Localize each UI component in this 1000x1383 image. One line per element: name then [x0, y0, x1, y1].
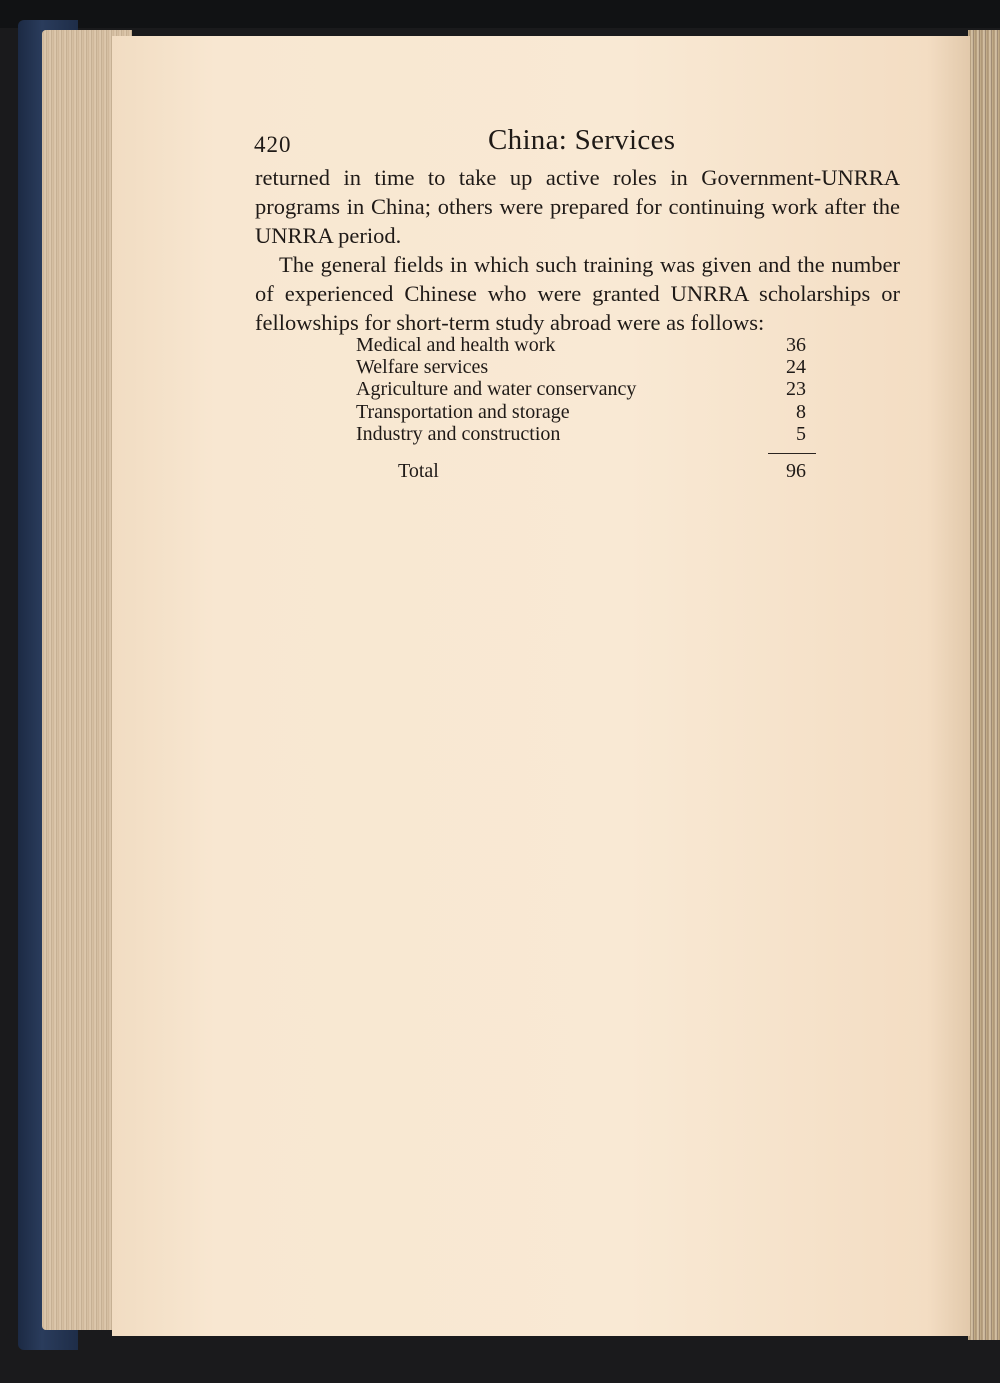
- table-row: [356, 401, 818, 423]
- field-label: Medical and health work: [356, 334, 556, 356]
- total-row: [356, 458, 818, 484]
- body-text: [255, 163, 900, 337]
- scan-background: [0, 0, 1000, 28]
- field-label: Agriculture and water conservancy: [356, 378, 637, 401]
- training-fields-table: [356, 334, 818, 482]
- table-row: [356, 378, 818, 400]
- total-label: Total: [398, 460, 439, 482]
- running-head: China: Services: [488, 124, 676, 156]
- field-count: 23: [786, 378, 806, 401]
- total-rule: [768, 453, 816, 454]
- paragraph: The general fields in which such training was given and the number of experienced Chinese who were granted UNRRA scholarships or fellowships for short-term study abroad were as follows:: [255, 252, 900, 335]
- field-label: Welfare services: [356, 356, 489, 379]
- total-count: 96: [786, 460, 806, 482]
- page-edges-right: [968, 30, 1000, 1340]
- field-count: 5: [796, 422, 806, 445]
- table-row: [356, 423, 818, 445]
- page-header: [254, 120, 904, 160]
- field-label: Transportation and storage: [356, 400, 570, 423]
- field-count: 8: [796, 400, 806, 423]
- page-number: 420: [254, 132, 292, 157]
- table-row: [356, 356, 818, 378]
- field-count: 36: [786, 334, 806, 356]
- table-row: [356, 334, 818, 356]
- paragraph: returned in time to take up active roles in Government-UNRRA programs in China; others were prepared for continuing work after the UNRRA period.: [255, 165, 900, 248]
- field-count: 24: [786, 356, 806, 379]
- field-label: Industry and construction: [356, 422, 561, 445]
